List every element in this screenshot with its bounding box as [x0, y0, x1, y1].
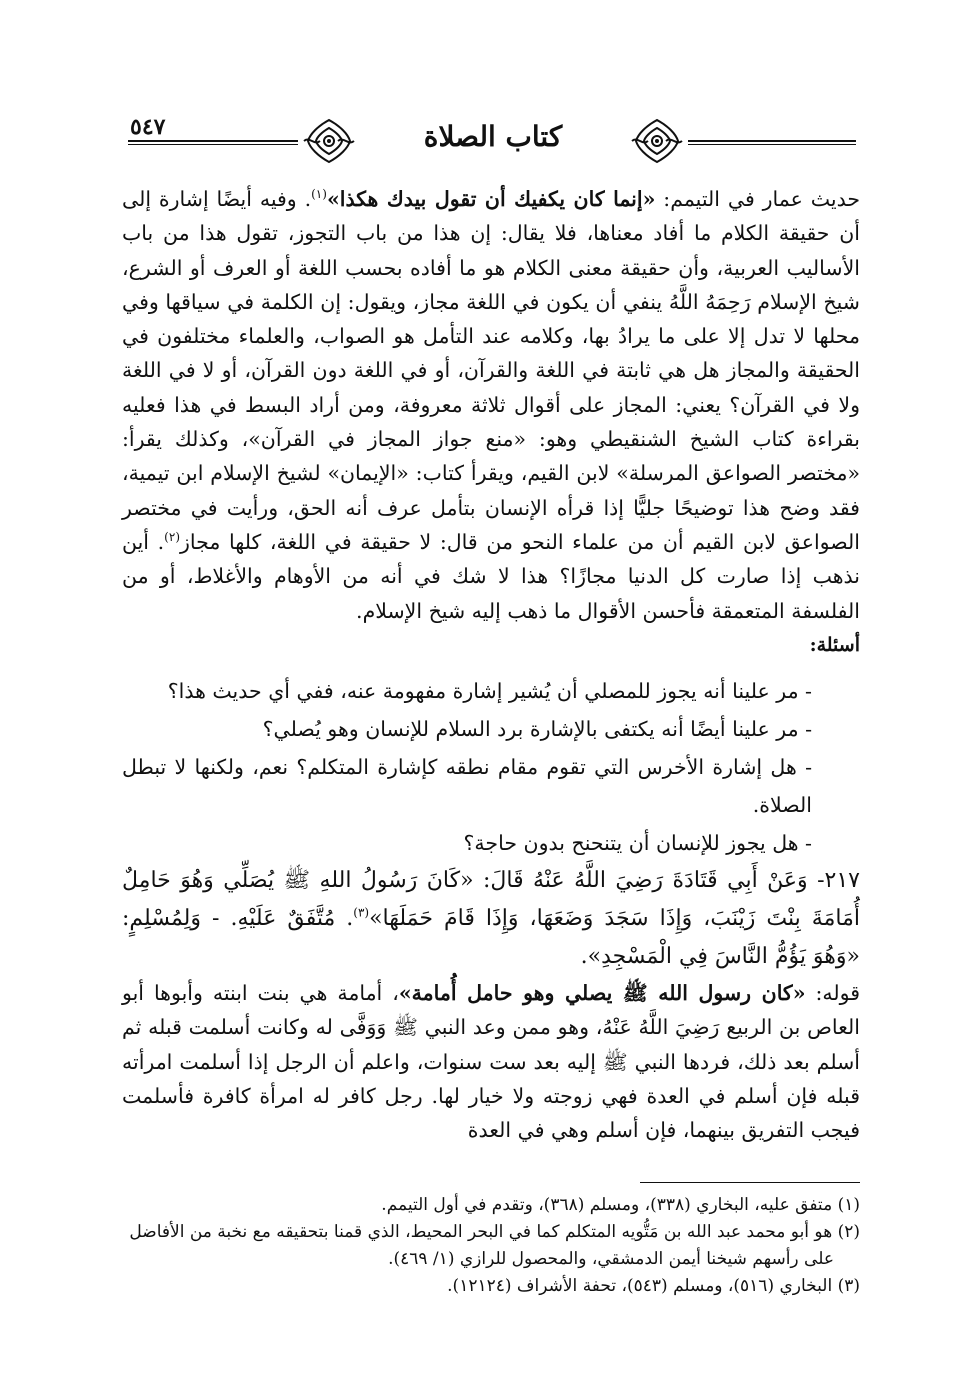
text-run: . أين نذهب إذا صارت كل الدنيا مجازًا؟ هذا لا شك في أنه من الأوهام والأغلاط، أو من الفلسفة المتعمقة فأحسن الأقوال ما ذهب إليه شيخ الإسلام. — [122, 529, 860, 623]
list-item: - هل يجوز للإنسان أن يتنحنح بدون حاجة؟ — [463, 831, 812, 856]
header-rule-left — [128, 140, 298, 142]
list-item: - هل إشارة الأخرس التي تقوم مقام نطقه كإشارة المتكلم؟ نعم، ولكنها لا تبطل الصلاة. — [122, 755, 812, 818]
header-rule-right-thin — [688, 144, 856, 145]
text-run: . وفيه أيضًا إشارة إلى أن حقيقة الكلام ما أفاد معناها، فلا يقال: إن هذا من باب التجوز، تقول هذا من باب الأساليب العربية، وأن حقيقة معنى الكلام هو ما أفاده بحسب اللغة أو العرف أو الشرع، شيخ الإسلام رَحِمَهُ اللَّهُ ينفي أن يكون في اللغة مجاز، ويقول: إن الكلمة في سياقها وفي محلها لا تدل إلا على ما يرادُ بها، وكلامه عند التأمل هو الصواب، والعلماء مختلفون في الحقيقة والمجاز هل هي ثابتة في اللغة والقرآن، أو في اللغة دون القرآن، أو لا في اللغة ولا في القرآن؟ يعني: المجاز على أقوال ثلاثة معروفة، ومن أراد البسط في هذا فعليه بقراءة كتاب الشيخ الشنقيطي وهو: «منع جواز المجاز في القرآن»، وكذلك يقرأ: «مختصر الصواعق المرسلة» لابن القيم، ويقرأ كتاب: «الإيمان» لشيخ الإسلام ابن تيمية، فقد وضح هذا توضيحًا جليًّا إذا قرأه الإنسان بتأمل عرف أنه الحق، ورأيت في مختصر الصواعق لابن القيم أن من علماء النحو من قال: لا حقيقة في اللغة، كلها مجاز — [122, 187, 860, 554]
commentary-paragraph — [122, 976, 860, 1147]
footnote-divider — [640, 1182, 860, 1183]
list-item: - مر علينا أيضًا أنه يكتفى بالإشارة برد السلام للإنسان وهو يُصلي؟ — [262, 717, 812, 742]
list-item: - مر علينا أنه يجوز للمصلي أن يُشير إشارة مفهومة عنه، ففي أي حديث هذا؟ — [167, 679, 812, 704]
footnote-continuation: على رأسهم شيخنا أيمن الدمشقي، والمحصول للرازي (١/ ٤٦٩). — [388, 1249, 834, 1269]
page-number: ٥٤٧ — [130, 114, 166, 140]
text-run: ٢١٧- وَعَنْ أَبِي قَتَادَةَ رَضِيَ اللَّهُ عَنْهُ قَالَ: «كَانَ رَسُولُ اللهِ ﷺ يُصَلِّي وَهُوَ حَامِلٌ أُمَامَةَ بِنْتَ زَيْنَبَ، وَإِذَا سَجَدَ وَضَعَهَا، وَإِذَا قَامَ حَمَلَهَا» — [122, 868, 860, 932]
questions-heading: أسئلة: — [809, 633, 860, 656]
text-run: . مُتَّفَقٌ عَلَيْهِ. - وَلِمُسْلِمٍ: «وَهُوَ يَؤُمُّ النَّاسَ فِي الْمَسْجِدِ». — [122, 906, 860, 970]
footnote: (٢) هو أبو محمد عبد الله بن مَتُّويه المتكلم كما في البحر المحيط، الذي قمنا بتحقيقه مع نخبة من الأفاضل — [129, 1222, 860, 1242]
book-title: كتاب الصلاة — [423, 120, 563, 153]
hadith-quote: «إنما كان يكفيك أن تقول بيدك هكذا» — [326, 187, 656, 211]
paragraph — [122, 182, 860, 628]
ornament-icon — [628, 116, 686, 166]
hadith-text — [122, 862, 860, 976]
page-header — [128, 108, 856, 168]
footnote: (١) متفق عليه، البخاري (٣٣٨)، ومسلم (٣٦٨)، وتقدم في أول التيمم. — [381, 1195, 860, 1215]
text-run: ، أمامة هي بنت ابنته وأبوها أبو العاص بن الربيع رَضِيَ اللَّهُ عَنْهُ، وهو ممن وعد النبي ﷺ وَوَفَّى له وكانت أسلمت قبله ثم أسلم بعد ذلك، فردها النبي ﷺ إليه بعد ست سنوات، واعلم أن الرجل إذا أسلمت امرأته قبله فإن أسلم في العدة فهي زوجته ولا خيار لها. رجل كافر له امرأة كافرة فأسلمت فيجب التفريق بينهما، فإن أسلم وهي في العدة — [122, 981, 860, 1143]
text-run: حديث عمار في التيمم: — [655, 187, 861, 211]
text-run: قوله: — [805, 981, 860, 1006]
ornament-icon — [300, 116, 358, 166]
footnotes — [108, 1192, 860, 1300]
footnote: (٣) البخاري (٥١٦)، ومسلم (٥٤٣)، تحفة الأشراف (١٢١٢٤). — [447, 1276, 860, 1296]
footnote-ref: (٢) — [164, 530, 180, 545]
questions-list — [122, 672, 860, 862]
main-text — [122, 182, 860, 1148]
header-rule-right — [688, 140, 856, 142]
header-rule-left-thin — [128, 144, 298, 145]
footnote-ref: (١) — [311, 187, 327, 202]
footnote-ref: (٣) — [353, 905, 370, 920]
hadith-quote: «كان رسول الله ﷺ يصلي وهو حامل أُمامة» — [398, 981, 806, 1006]
